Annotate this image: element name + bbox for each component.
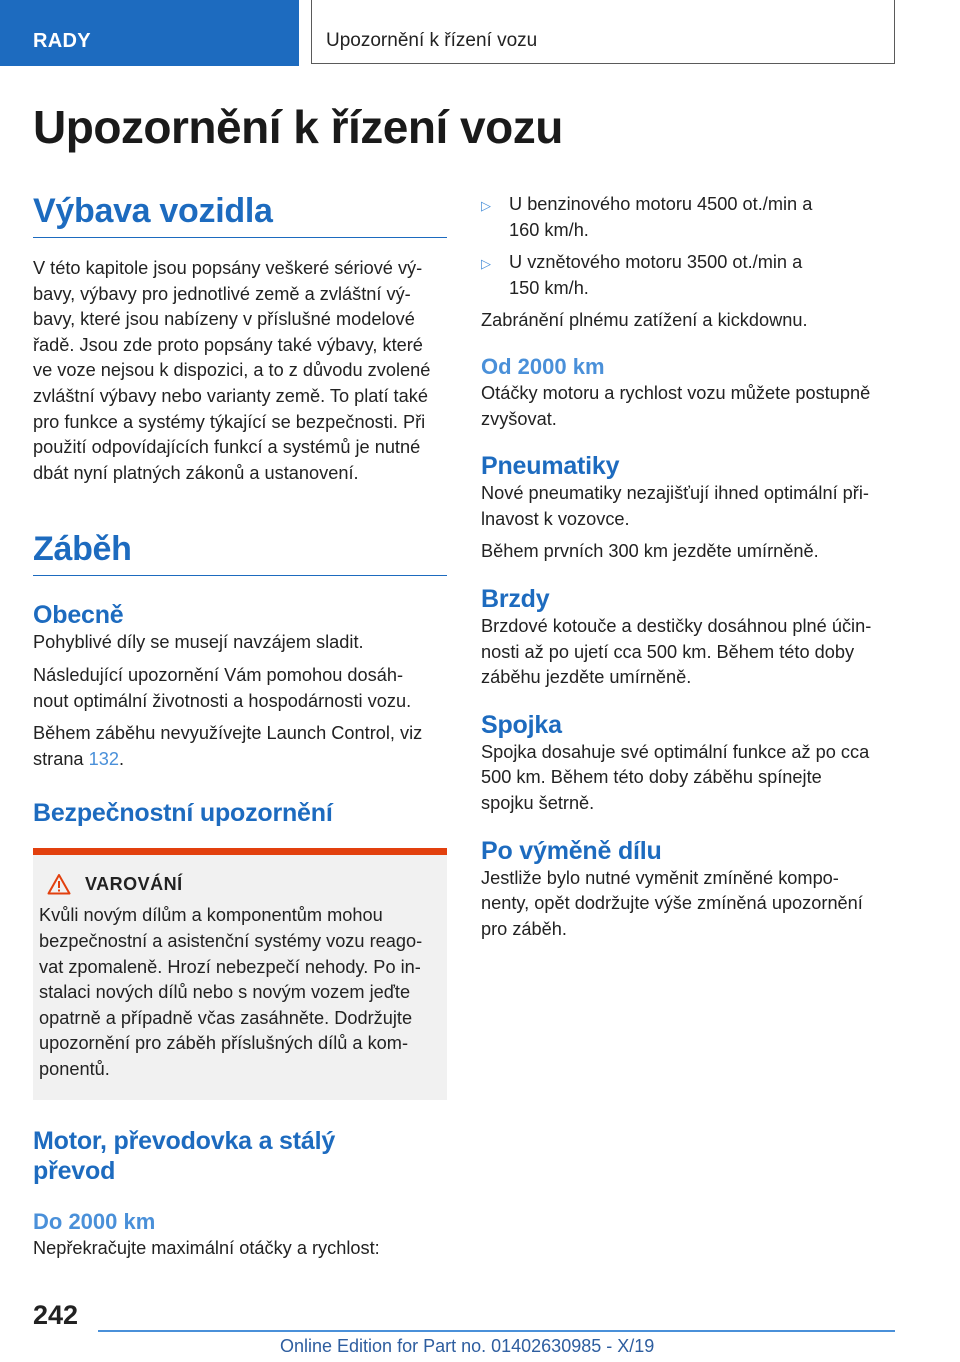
paragraph-line: Během prvních 300 km jezděte umírněně. xyxy=(481,541,819,562)
vybava-paragraph xyxy=(33,256,447,486)
chapter-header: Upozornění k řízení vozu xyxy=(311,0,895,64)
obecne-p2-line2: nout optimální životnosti a hospodárnosti vozu. xyxy=(33,690,412,711)
triangle-right-icon: ▷ xyxy=(481,256,491,272)
do2000-text: Nepřekračujte maximální otáčky a rychlost: xyxy=(33,1238,380,1259)
left-column xyxy=(33,192,447,1262)
paragraph-line: bavy, výbavy pro jednotlivé země a zvláštní vý- xyxy=(33,283,411,304)
paragraph-line: pro záběh. xyxy=(481,918,567,939)
paragraph-line: Otáčky motoru a rychlost vozu můžete postupně xyxy=(481,382,871,403)
page-title: Upozornění k řízení vozu xyxy=(33,101,563,153)
warning-line: stalaci nových dílů nebo s novým vozem jeďte xyxy=(39,982,411,1003)
heading-od-2000-km: Od 2000 km xyxy=(481,353,605,379)
heading-do-2000-km: Do 2000 km xyxy=(33,1209,156,1235)
heading-vybava-vozidla: Výbava vozidla xyxy=(33,192,447,238)
list-item-line: U benzinového motoru 4500 ot./min a xyxy=(509,194,813,214)
list-item-line: U vznětového motoru 3500 ot./min a xyxy=(509,252,803,273)
triangle-right-icon: ▷ xyxy=(481,198,491,213)
heading-spojka: Spojka xyxy=(481,710,562,739)
list-item-line: 150 km/h. xyxy=(509,277,589,298)
warning-header xyxy=(47,873,437,895)
heading-motor-prevodovka xyxy=(33,1126,447,1186)
heading-line: převod xyxy=(33,1157,116,1186)
warning-line: upozornění pro záběh příslušných dílů a kom- xyxy=(39,1033,409,1054)
paragraph-line: bavy, které jsou nabízeny v příslušné modelové xyxy=(33,309,415,330)
paragraph-line: spojku šetrně. xyxy=(481,792,595,813)
obecne-p2-line1: Následující upozornění Vám pomohou dosáh- xyxy=(33,664,404,685)
paragraph-line: Spojka dosahuje své optimální funkce až po cca xyxy=(481,741,870,762)
paragraph-line: Jestliže bylo nutné vyměnit zmíněné kompo- xyxy=(481,867,839,888)
paragraph-line: Brzdové kotouče a destičky dosáhnou plné účin- xyxy=(481,615,872,636)
obecne-p3-line1: Během záběhu nevyužívejte Launch Control, viz xyxy=(33,723,423,744)
paragraph-line: řadě. Jsou zde proto popsány také výbavy, které xyxy=(33,334,423,355)
right-column xyxy=(481,192,895,942)
footer-edition[interactable]: Online Edition for Part no. 01402630985 - X/19 xyxy=(280,1336,655,1356)
warning-box xyxy=(33,848,447,1100)
paragraph-line: Nové pneumatiky nezajišťují ihned optimální při- xyxy=(481,483,869,504)
paragraph-line: nosti až po ujetí cca 500 km. Během této doby xyxy=(481,641,855,662)
paragraph-line: dbát nyní platných zákonů a ustanovení. xyxy=(33,462,359,483)
zabraneni-text: Zabránění plnému zatížení a kickdownu. xyxy=(481,310,808,331)
footer-divider xyxy=(98,1330,895,1332)
warning-line: ponentů. xyxy=(39,1058,110,1079)
list-item-line: 160 km/h. xyxy=(509,219,589,240)
text-fragment: strana xyxy=(33,748,89,769)
warning-triangle-icon xyxy=(47,873,71,895)
text-fragment: . xyxy=(118,748,125,769)
list-item xyxy=(481,250,895,301)
paragraph-line: zvyšovat. xyxy=(481,408,557,429)
heading-line: Motor, převodovka a stálý xyxy=(33,1127,336,1156)
heading-brzdy: Brzdy xyxy=(481,584,550,613)
paragraph-line: pro funkce a systémy týkající se bezpečnosti. Při xyxy=(33,411,426,432)
obecne-p3-line2 xyxy=(33,747,447,773)
warning-line: opatrně a případně včas zasáhněte. Dodržujte xyxy=(39,1007,413,1028)
paragraph-line: V této kapitole jsou popsány veškeré sériové vý- xyxy=(33,258,423,278)
list-item-text xyxy=(509,192,812,243)
page-number: 242 xyxy=(33,1300,79,1330)
paragraph-line: 500 km. Během této doby záběhu spínejte xyxy=(481,767,822,788)
paragraph-line: zvláštní výbavy nebo varianty země. To platí také xyxy=(33,385,428,406)
heading-po-vymene-dilu: Po výměně dílu xyxy=(481,836,662,865)
warning-line: bezpečnostní a asistenční systémy vozu reago- xyxy=(39,930,423,951)
section-tab[interactable]: RADY xyxy=(0,0,299,66)
paragraph-line: lnavost k vozovce. xyxy=(481,508,630,529)
warning-title: VAROVÁNÍ xyxy=(85,873,183,894)
obecne-p1: Pohyblivé díly se musejí navzájem sladit. xyxy=(33,632,364,653)
heading-bezpecnostni-upozorneni: Bezpečnostní upozornění xyxy=(33,799,333,828)
page-link-132[interactable]: 132 xyxy=(88,748,119,769)
paragraph-line: nenty, opět dodržujte výše zmíněná upozornění xyxy=(481,893,863,914)
warning-line: vat zpomaleně. Hrozí nebezpečí nehody. Po in- xyxy=(39,956,421,977)
paragraph-line: záběhu jezděte umírněně. xyxy=(481,667,692,688)
heading-obecne: Obecně xyxy=(33,601,124,630)
heading-zabeh: Záběh xyxy=(33,530,447,576)
paragraph-line: ve voze nejsou k dispozici, a to z důvodu zvolené xyxy=(33,360,431,381)
paragraph-line: použití odpovídajících funkcí a systémů je nutné xyxy=(33,437,421,458)
heading-pneumatiky: Pneumatiky xyxy=(481,452,620,481)
warning-line: Kvůli novým dílům a komponentům mohou xyxy=(39,905,383,926)
list-item xyxy=(481,192,895,243)
list-item-text xyxy=(509,250,802,301)
